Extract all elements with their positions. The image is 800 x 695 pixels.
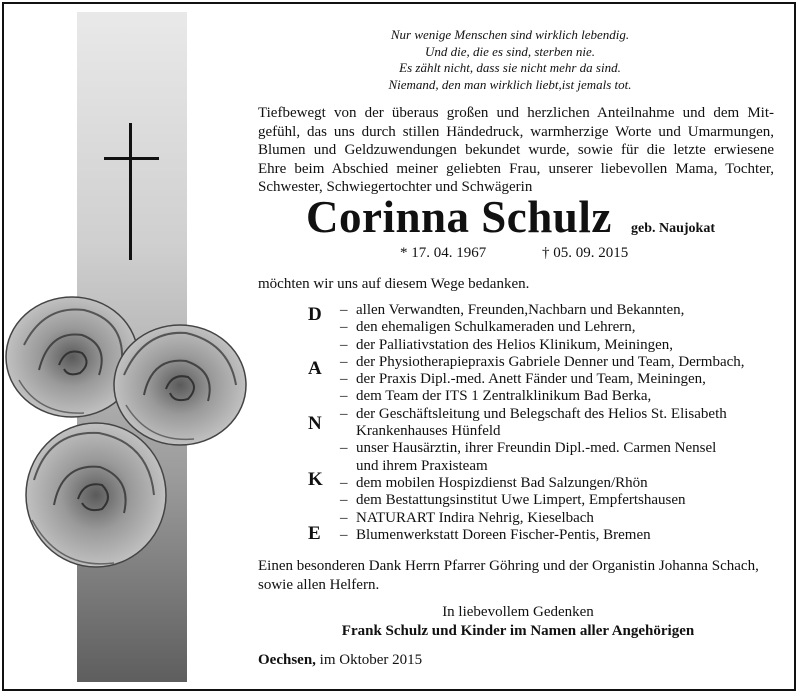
quote-line: Und die, die es sind, sterben nie. xyxy=(424,43,596,59)
list-item xyxy=(340,492,745,509)
closing-line: Einen besonderen Dank Herrn Pfarrer Göhring und der Organistin Johanna Schach, xyxy=(258,558,759,574)
dash-marker: – xyxy=(340,405,348,422)
quote-line: Nur wenige Menschen sind wirklich lebendig. xyxy=(390,27,630,42)
list-item xyxy=(340,337,745,354)
dash-marker: – xyxy=(340,302,348,318)
list-item-text: Blumenwerkstatt Doreen Fischer-Pentis, Bremen xyxy=(356,526,651,543)
list-item-text: Krankenhauses Hünfeld xyxy=(356,423,501,440)
list-item xyxy=(340,354,745,371)
intro-line: Tiefbewegt von der überaus großen und herzlichen Anteilnahme und dem Mit- xyxy=(258,105,774,121)
list-item-text: dem Team der ITS 1 Zentralklinikum Bad Berka, xyxy=(356,388,652,405)
list-item-text: und ihrem Praxisteam xyxy=(356,457,488,474)
acrostic-letter: D xyxy=(308,304,322,325)
list-item xyxy=(340,406,745,423)
dash-marker: – xyxy=(340,474,348,491)
closing-paragraph xyxy=(258,557,774,594)
list-item xyxy=(340,388,745,405)
list-item xyxy=(340,423,745,440)
dash-marker: – xyxy=(340,336,348,353)
acrostic-letter: E xyxy=(308,523,321,544)
thanks-line: möchten wir uns auf diesem Wege bedanken. xyxy=(258,276,530,292)
list-item xyxy=(340,510,745,527)
quote-line: Es zählt nicht, dass sie nicht mehr da sind. xyxy=(399,60,621,75)
place-date-text: im Oktober 2015 xyxy=(319,652,423,668)
list-item-text: dem Bestattungsinstitut Uwe Limpert, Empfertshausen xyxy=(356,492,686,509)
dash-marker: – xyxy=(340,388,348,405)
place-date xyxy=(258,652,422,669)
intro-line: Blumen und Geldzuwendungen bekundet wurde, sowie für die letzte erwiesene xyxy=(258,142,774,159)
memorial-quote xyxy=(260,27,760,93)
list-item-text: der Palliativstation des Helios Klinikum, Meiningen, xyxy=(356,336,674,353)
list-item-text: allen Verwandten, Freunden,Nachbarn und Bekannten, xyxy=(356,302,685,318)
list-item xyxy=(340,302,745,319)
dash-marker: – xyxy=(340,319,348,336)
intro-line: Ehre beim Abschied meiner geliebten Frau, unserer liebevollen Mama, Tochter, xyxy=(258,160,774,177)
death-date: † 05. 09. 2015 xyxy=(542,245,629,261)
acrostic-letter: A xyxy=(308,358,322,379)
list-item-text: der Physiotherapiepraxis Gabriele Denner und Team, Dermbach, xyxy=(356,353,745,370)
dash-marker: – xyxy=(340,440,348,457)
list-item xyxy=(340,319,745,336)
list-item xyxy=(340,440,745,457)
recipient-list xyxy=(340,302,745,544)
intro-line: gefühl, das uns durch stillen Händedruck, warmherzige Worte und Umarmungen, xyxy=(258,123,774,140)
deceased-name: Corinna Schulz xyxy=(306,192,612,242)
list-item-text: dem mobilen Hospizdienst Bad Salzungen/Rhön xyxy=(356,474,648,491)
list-item-text: unser Hausärztin, ihrer Freundin Dipl.-med. Carmen Nensel xyxy=(356,440,717,457)
list-item-text: den ehemaligen Schulkameraden und Lehrern, xyxy=(356,319,636,336)
list-item-text: NATURART Indira Nehrig, Kieselbach xyxy=(356,509,594,526)
life-dates xyxy=(400,245,628,262)
list-item xyxy=(340,527,745,544)
birth-date: * 17. 04. 1967 xyxy=(400,245,487,261)
acrostic-letter: K xyxy=(308,469,323,490)
acrostic-letter: N xyxy=(308,413,322,434)
quote-line: Niemand, den man wirklich liebt,ist jemals tot. xyxy=(388,76,632,92)
list-item-text: der Praxis Dipl.-med. Anett Fänder und Team, Meiningen, xyxy=(356,371,706,388)
rose-bottom xyxy=(26,423,166,567)
dash-marker: – xyxy=(340,371,348,388)
intro-paragraph xyxy=(258,104,774,197)
dash-marker: – xyxy=(340,509,348,526)
list-item xyxy=(340,458,745,475)
list-item xyxy=(340,371,745,388)
roses-image xyxy=(4,285,249,605)
maiden-name: geb. Naujokat xyxy=(631,221,716,236)
signature-intro: In liebevollem Gedenken xyxy=(442,604,594,620)
list-item xyxy=(340,475,745,492)
rose-right xyxy=(114,325,246,445)
intro-line: Schwester, Schwiegertochter und Schwägerin xyxy=(258,179,533,196)
list-item-text: der Geschäftsleitung und Belegschaft des Helios St. Elisabeth xyxy=(356,405,727,422)
dash-marker: – xyxy=(340,492,348,509)
closing-line: sowie allen Helfern. xyxy=(258,576,380,593)
place-town: Oechsen, xyxy=(258,652,316,668)
signature-names: Frank Schulz und Kinder im Namen aller Angehörigen xyxy=(341,623,695,639)
signature-block xyxy=(260,603,776,641)
dash-marker: – xyxy=(340,526,348,543)
dash-marker: – xyxy=(340,353,348,370)
